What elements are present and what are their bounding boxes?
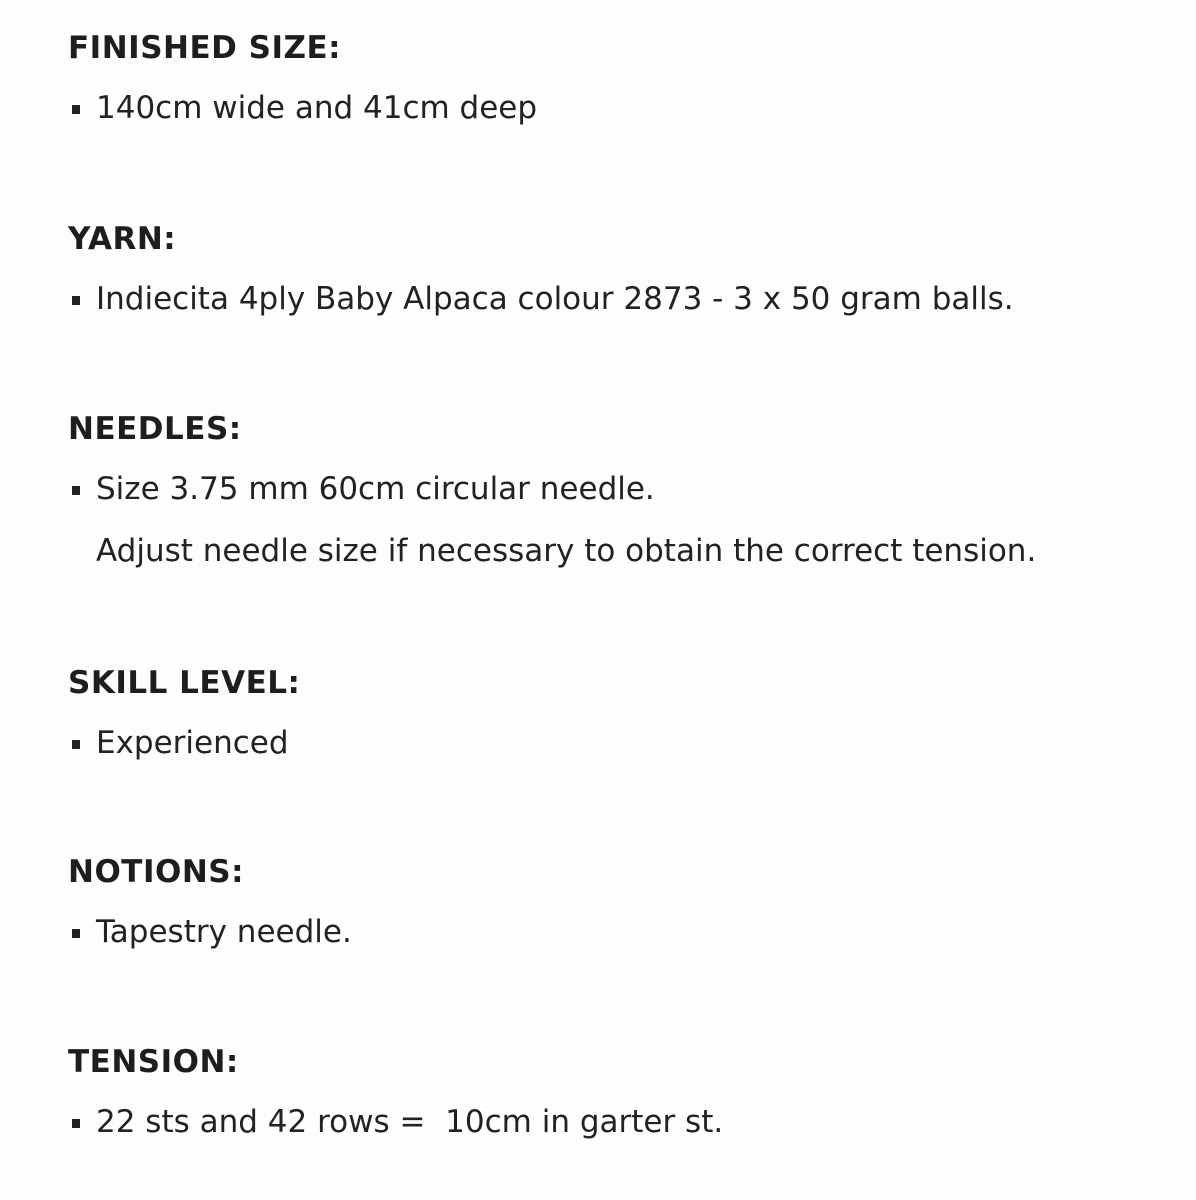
yarn-section xyxy=(68,219,1168,319)
section-heading: NOTIONS: xyxy=(68,854,244,890)
item-text: 140cm wide and 41cm deep xyxy=(96,90,538,126)
bullet-icon xyxy=(72,296,80,305)
bullet-icon xyxy=(72,1119,80,1128)
list-item xyxy=(68,279,1168,319)
item-text: Size 3.75 mm 60cm circular needle. xyxy=(96,471,655,507)
bullet-icon xyxy=(72,486,80,495)
section-heading: TENSION: xyxy=(68,1044,239,1080)
list-item xyxy=(68,469,1168,509)
item-text: Indiecita 4ply Baby Alpaca colour 2873 - 3 x 50 gram balls. xyxy=(96,281,1014,317)
bullet-icon xyxy=(72,105,80,114)
section-heading: YARN: xyxy=(68,221,177,257)
section-heading: NEEDLES: xyxy=(68,411,242,447)
section-heading: SKILL LEVEL: xyxy=(68,665,301,701)
skill-level-section xyxy=(68,663,1168,763)
list-item xyxy=(68,88,1168,128)
item-text: Tapestry needle. xyxy=(96,914,352,950)
needles-section xyxy=(68,409,1168,571)
bullet-icon xyxy=(72,929,80,938)
item-text: 22 sts and 42 rows = 10cm in garter st. xyxy=(96,1104,724,1140)
item-text: Experienced xyxy=(96,725,289,761)
list-item xyxy=(68,1102,1168,1142)
notions-section xyxy=(68,852,1168,952)
section-heading: FINISHED SIZE: xyxy=(68,30,342,66)
bullet-icon xyxy=(72,740,80,749)
list-item xyxy=(68,912,1168,952)
list-item xyxy=(68,723,1168,763)
item-continuation-text: Adjust needle size if necessary to obtain the correct tension. xyxy=(96,533,1037,569)
tension-section xyxy=(68,1042,1168,1142)
finished-size-section xyxy=(68,28,1168,128)
